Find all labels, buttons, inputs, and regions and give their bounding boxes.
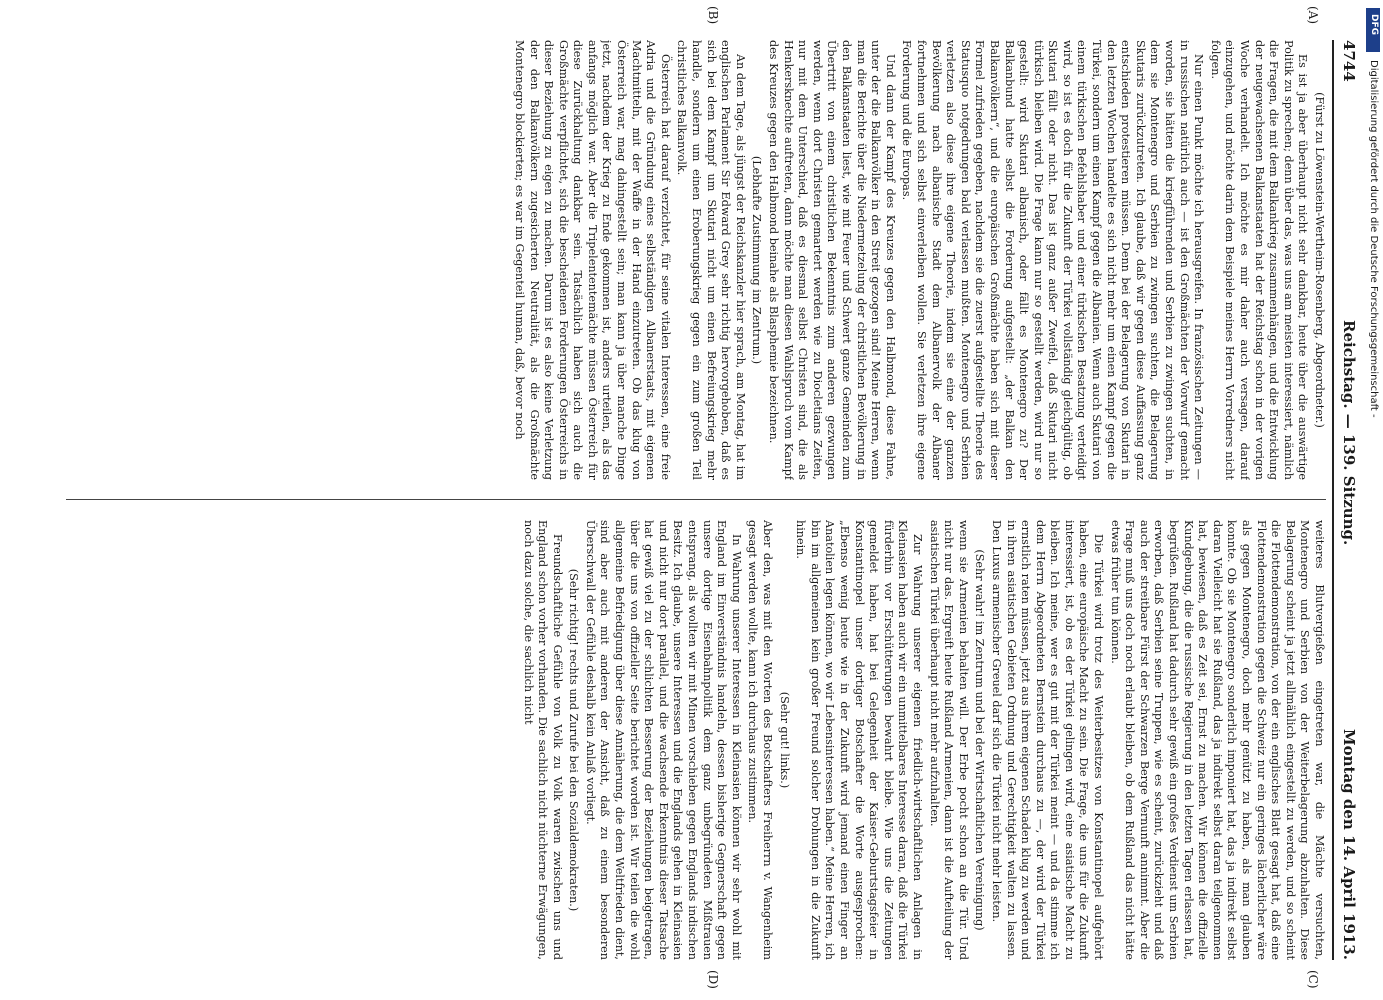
session-date: Montag den 14. April 1913. <box>1340 729 1358 960</box>
paragraph: Es ist ja aber überhaupt nicht sehr dankbar, heute über die auswärtige Politik zu sprechen; denn über das, was uns am meisten interessiert, nämlich die Fragen, die mit dem Balkankrieg zusammenhängen, und die Entwicklung der neugewachsenen Balkanstaaten hat der Reichstag schon in der vorigen Woche verhandelt. Ich möchte es mir daher auch versagen, darauf einzugehen, und möchte darin dem Beispiele meines Herrn Vorredners nicht folgen. <box>1208 40 1310 480</box>
dfg-logo-text: DFG <box>1369 14 1379 36</box>
applause-note: (Lebhafte Zustimmung im Zentrum.) <box>750 155 764 365</box>
page-content <box>60 6 1360 989</box>
paragraph: Österreich hat darauf verzichtet, für seine vitalen Interessen, eine freie Adria und die Gründung eines selbständigen Albanerstaats, mit eigenen Machtmitteln, mit der Waffe in der Hand einzutreten. Ob das klug von Österreich war, mag dahingestellt sein; man kann ja über manche Dinge jetzt, nachdem der Krieg zu Ende gekommen ist, anders urteilen, als das anfangs möglich war. Aber die Tripelententemächte müssen Österreich für diese Zurückhaltung dankbar sein. Tatsächlich haben sich auch die Großmächte verpflichtet, sich die bescheidenen Forderungen Österreichs in dieser Beziehung zu eigen zu machen. Darum ist es also keine Verletzung der den Balkanvölkern zugesicherten Neutralität, als die Großmächte Montenegro blockierten; es war im Gegenteil human, daß, bevor noch <box>512 40 672 480</box>
margin-marker-c: (C) <box>1306 970 1320 989</box>
paragraph: weiteres Blutvergießen eingetreten war, die Mächte versuchten, Montenegro und Serbien von der Weiterbelagerung abzuhalten. Diese Belagerung scheint ja jetzt allmählich eingestellt zu werden, und so scheint die Flottendemonstration, von der ein englisches Blatt gesagt hat, daß eine Flottendemonstration gegen die Schweiz nur ein geringes lächerlicher wäre als gegen Montenegro, doch mehr genützt zu haben, als man glauben konnte. Ob sie Montenegro sonderlich imponiert hat, das ja indirekt selbst daran Vielleicht hat sie Rußland, das ja indirekt selbst daran teilgenommen hat, bewiesen, daß es Zeit sei, Ernst zu machen. Wir können die offizielle Kundgebung, die die russische Regierung in den letzten Tagen erlassen hat, begrüßen. Rußland hat dadurch sehr gewiß ein großes Verdienst um Serbien erworben, daß Serbien seine Truppen, wie es scheint, zurückzieht und daß auch der streitbare Fürst der Schwarzen Berge Vernunft annimmt. Aber die Frage muß uns doch noch erlaubt bleiben, ob dem Rußland das nicht hätte etwas früher tun können. <box>1108 520 1326 960</box>
page-header <box>1334 40 1360 960</box>
margin-marker-b: (B) <box>706 6 720 25</box>
session-title: Reichstag. — 139. Sitzung. <box>1340 320 1358 546</box>
paragraph: wenn sie Armenien behalten will. Der Erbe pocht schon an die Tür. Und nicht nur das. Ergreift heute Rußland Armenien, dann ist die Aufteilung der asiatischen Türkei überhaupt nicht mehr aufzuhalten. <box>927 520 970 960</box>
paragraph: Aber den, was mit den Worten des Botschafters Freiherrn v. Wangenheim gesagt werden wollte, kann ich durchaus zustimmen. <box>746 520 775 960</box>
paragraph: Zur Wahrung unserer eigenen friedlich-wirtschaftlichen Anlagen in Kleinasien haben auch wir ein unmittelbares Interesse daran, daß die Türkei fürderhin vor Erschütterungen bewahrt bleibe. Wie uns die Zeitungen gemeldet haben, hat bei Gelegenheit der Kaiser-Geburtstagsfeier in Konstantinopel unser dortiger Botschafter die Worte ausgesprochen: „Ebenso wenig heute wie in der Zukunft wird jemand einen Finger an Anatolien legen können, wo wir Lebensinteressen haben.“ Meine Herren, ich bin im allgemeinen kein großer Freund solcher Drohungen in die Zukunft hinein. <box>794 520 924 960</box>
digitization-credit <box>1366 60 1380 940</box>
rotated-page <box>60 6 1360 989</box>
right-column <box>66 520 1326 960</box>
paragraph: An dem Tage, als jüngst der Reichskanzler hier sprach, am Montag, hat im englischen Parlament Sir Edward Grey sehr richtig hervorgehoben, daß es sich bei dem Kampf um Skutari nicht um einen Befreiungskrieg mehr handle, sondern um einen Eroberungskrieg gegen ein zum großen Teil christliches Balkanvolk. <box>675 40 747 480</box>
applause-note: (Sehr wahr! im Zentrum und bei der Wirtschaftlichen Vereinigung) <box>973 549 987 931</box>
paragraph: In Wahrung unserer Interessen in Kleinasien können wir sehr wohl mit England im Einverständnis handeln, dessen bisherige Gegnerschaft gegen unsere dortige Eisenbahnpolitik dem ganz unbegründeten Mißtrauen entsprang, als wollten wir mit Minen vorschieben gegen Englands indischen Besitz. Ich glaube, unsere Interessen und die Englands gehen in Kleinasien und nicht nur dort parallel, und die wachsende Erkenntnis dieser Tatsache hat gewiß viel zu der schlichten Besserung der Beziehungen beigetragen, über die uns von offizieller Seite berichtet worden ist. Wir teilen die wohl allgemeine Befriedigung über diese Annäherung, die dem Weltfrieden dient, sind aber auch mit anderen der Ansicht, daß zu einem besonderen Überschwall der Gefühle deshalb kein Anlaß vorliegt. <box>583 520 743 960</box>
paragraph: Nur einen Punkt möchte ich herausgreifen. In französischen Zeitungen — in russischen natürlich auch — ist den Großmächten der Vorwurf gemacht worden, sie hätten die kriegführenden und Serbien zu zwingen suchten, in dem sie Montenegro und Serbien zu zwingen suchten, die Belagerung Skutaris zurückzutreten. Ich glaube, daß wir gegen diese Auffassung ganz entschieden protestieren müssen. Denn bei der Belagerung von Skutari in den letzten Wochen handelte es sich nicht mehr um einen Kampf gegen die Türkei, sondern um einen Kampf gegen die Albanien. Wenn auch Skutari von einem türkischen Befehlshaber und einer türkischen Besatzung verteidigt wird, so ist es doch für die Zukunft der Türkei vollständig gleichgültig, ob Skutari fällt oder nicht. Das ist ganz außer Zweifel, daß Skutari nicht türkisch bleiben wird. Die Frage kann nur so gestellt werden, wird nur so gestellt: wird Skutari albanisch, oder fällt es Montenegro zu? Der Balkanbund hatte selbst die Forderung aufgestellt: „der Balkan den Balkanvölkern“, und die europäischen Großmächte haben sich mit dieser Formel zufrieden gegeben, nachdem sie die zuerst aufgestellte Theorie des Statusquo notgedrungen bald verlassen mußten. Montenegro und Serbien verletzen also diese ihre eigene Theorie, indem sie eine der ganzen Bevölkerung nach albanische Stadt dem Albanervolk der Albaner fortnehmen und sich selbst einverleiben wollen. Sie verletzen ihre eigene Forderung und die Europas. <box>900 40 1206 480</box>
column-divider <box>66 499 1326 500</box>
left-column <box>66 40 1326 480</box>
paragraph: Die Türkei wird trotz des Weiterbesitzes von Konstantinopel aufgehört haben, eine europäische Macht zu sein. Die Frage, die uns für die Zukunft interessiert, ist, ob es der Türkei gelingen wird, eine asiatische Macht zu bleiben. Ich meine, wer es gut mit der Türkei meint — und da stimme ich dem Herrn Abgeordneten Bernstein durchaus zu —, der wird der Türkei ernstlich raten müssen, jetzt aus ihrem eigenen Schaden klug zu werden und in ihren asiatischen Gebieten Ordnung und Gerechtigkeit walten zu lassen. Den Luxus armenischer Greuel darf sich die Türkei nicht mehr leisten. <box>989 520 1106 960</box>
margin-marker-a: (A) <box>1306 6 1320 25</box>
header-rule <box>1332 40 1334 960</box>
margin-marker-d: (D) <box>706 970 720 989</box>
speaker-note: (Fürst zu Löwenstein-Wertheim-Rosenberg, Abgeordneter.) <box>1313 92 1326 428</box>
dfg-logo <box>1366 8 1380 52</box>
applause-note: (Sehr richtig! rechts und Zurufe bei den Sozialdemokraten.) <box>567 568 581 912</box>
paragraph: Und dann der Kampf des Kreuzes gegen den Halbmond, diese Fahne, unter der die Balkanvölker in den Streit gezogen sind! Meine Herren, wenn man die Berichte über die Niedermetzelung der christlichen Bevölkerung in den Balkanstaaten liest, wie mit Feuer und Schwert ganze Gemeinden zum Übertritt von einem christlichen Bekenntnis zum anderen gezwungen werden, wenn dort Christen gemartert werden wie zu Diocletians Zeiten, nur mit dem Unterschied, daß es diesmal selbst Christen sind, die als Henkersknechte auftreten, dann möchte man diesen Wahlspruch vom Kampf des Kreuzes gegen den Halbmond beinahe als Blasphemie bezeichnen. <box>767 40 897 480</box>
applause-note: (Sehr gut! links.) <box>777 691 791 789</box>
page-number: 4744 <box>1340 40 1358 82</box>
credit-text: Digitalisierung gefördert durch die Deutsche Forschungsgemeinschaft - <box>1368 60 1379 418</box>
paragraph: Freundschaftliche Gefühle von Volk zu Volk waren zwischen uns und England schon vorher vorhanden. Die sachlich nicht nüchterne Erwägungen, noch dazu solche, die sachlich nicht <box>521 520 564 960</box>
